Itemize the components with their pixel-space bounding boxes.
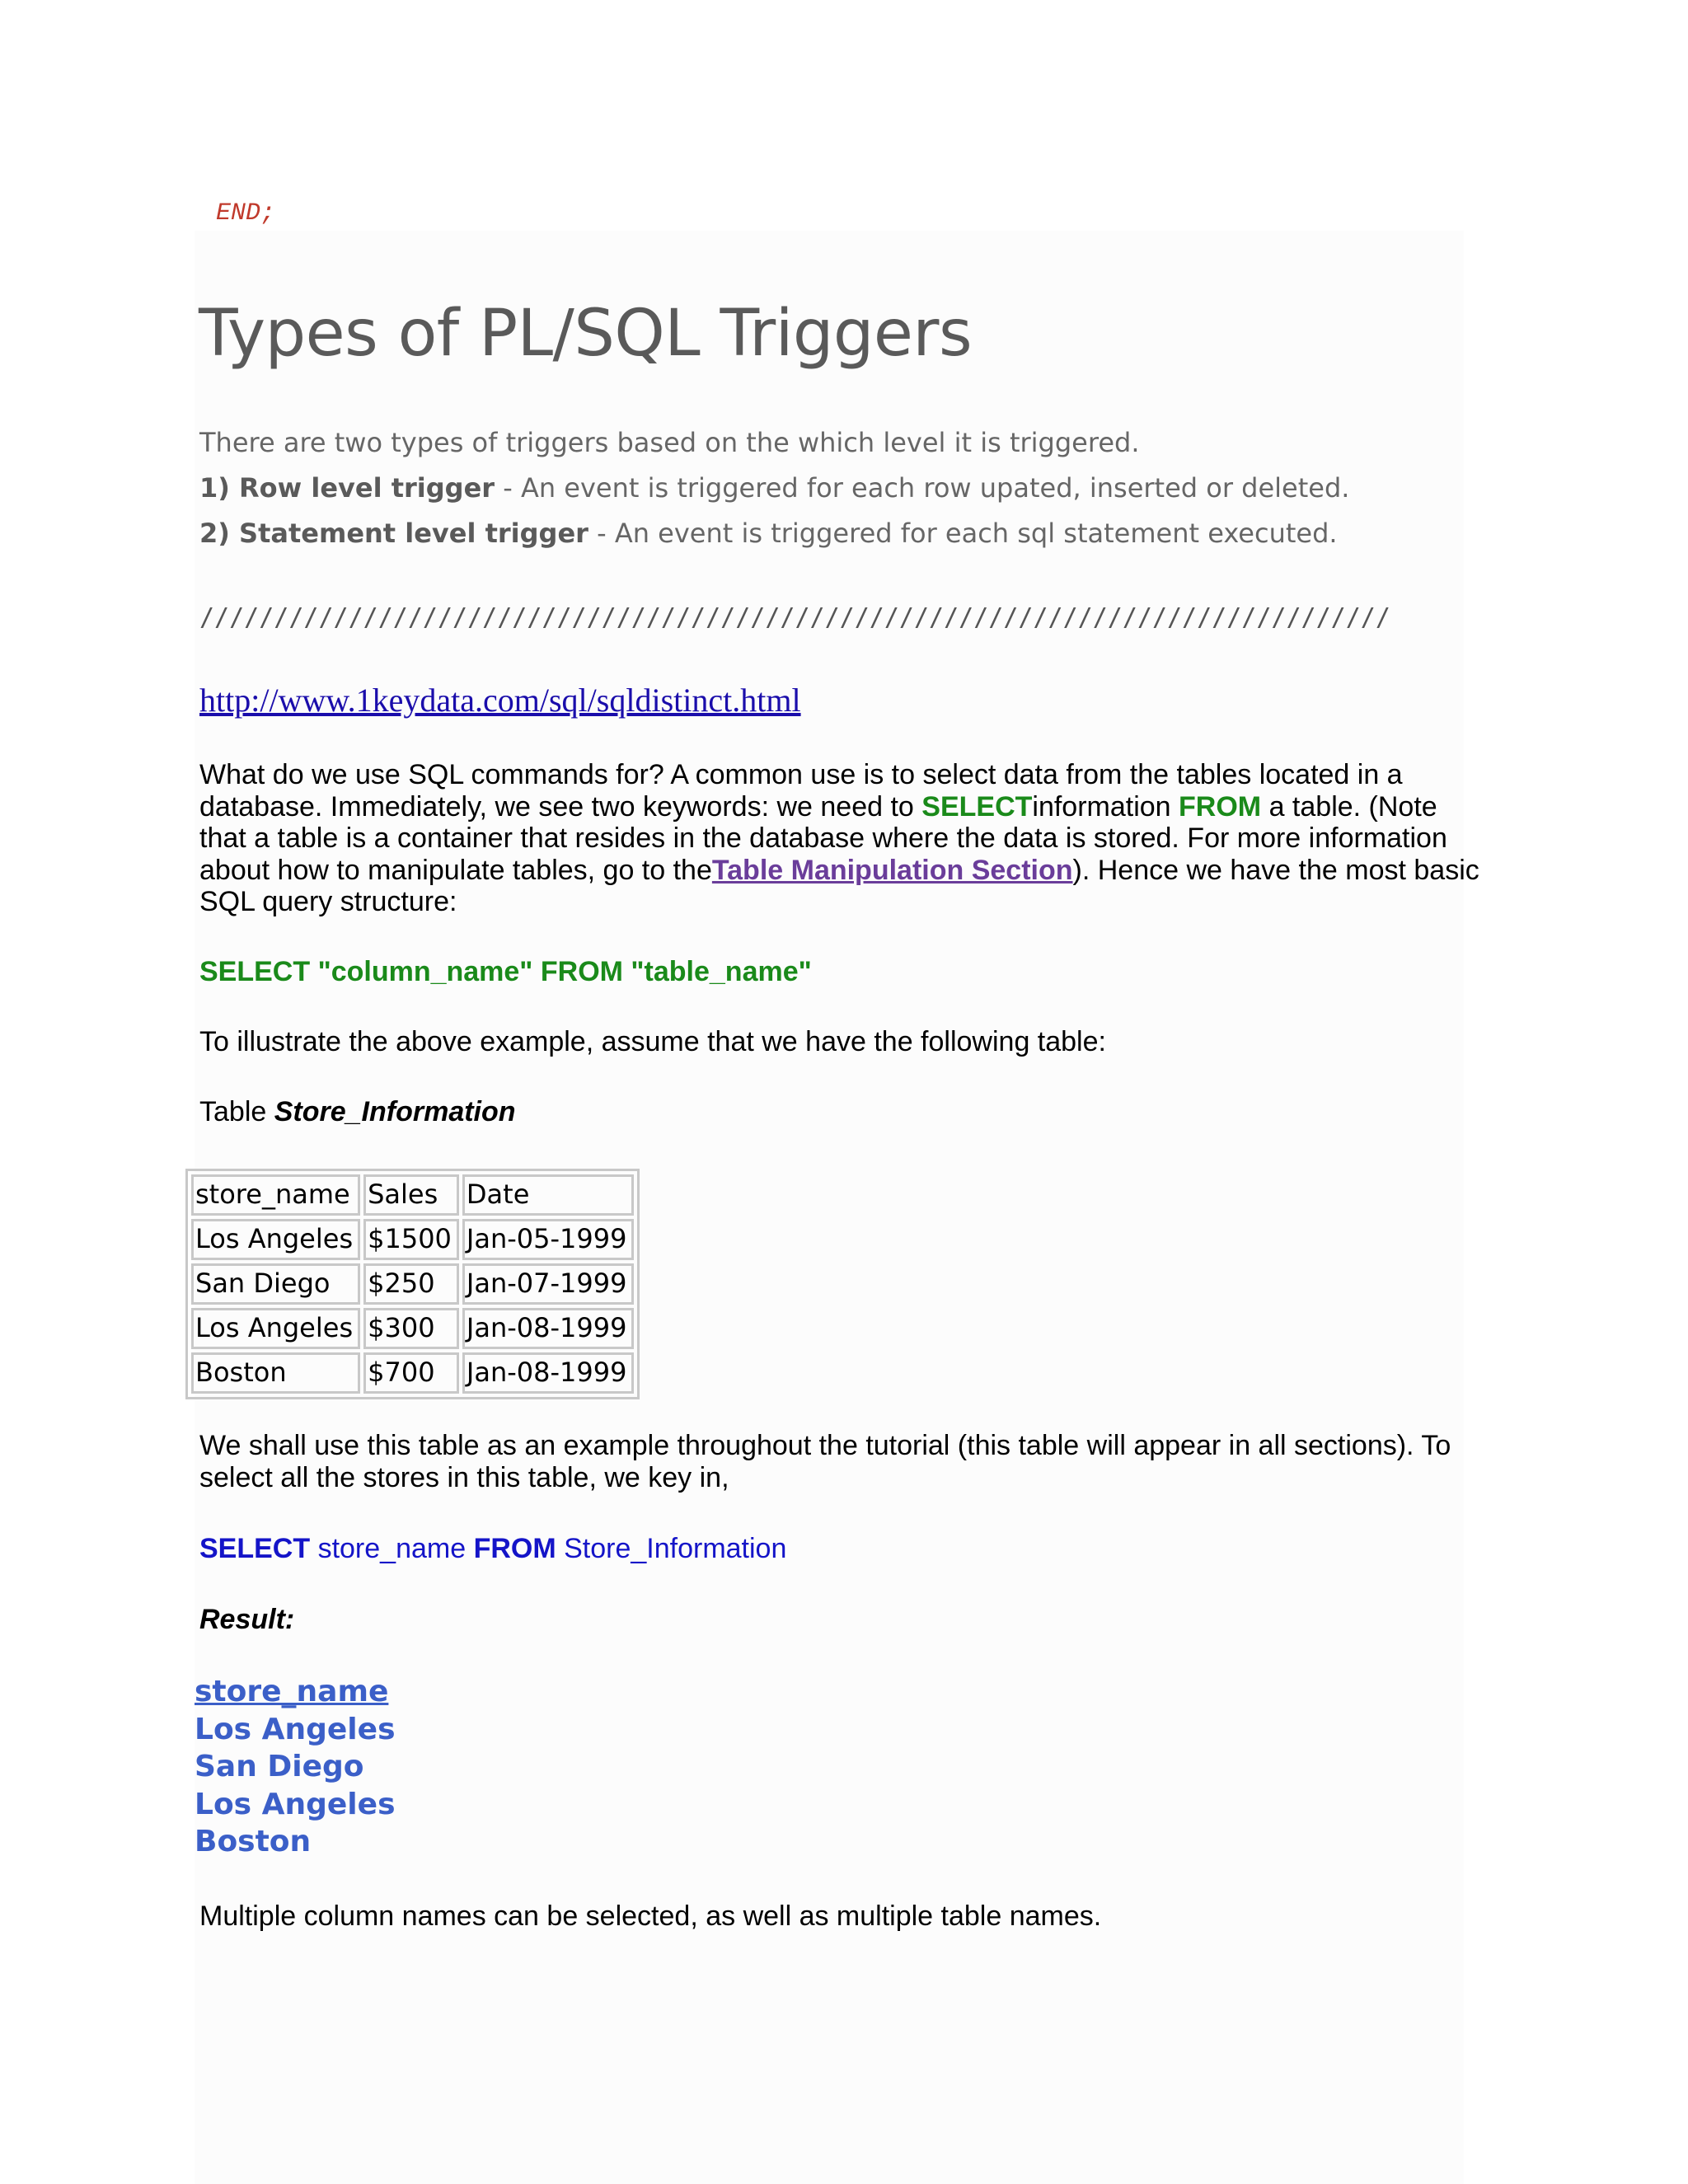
table-row — [191, 1308, 634, 1349]
result-item: San Diego — [195, 1750, 364, 1783]
result-label: Result: — [199, 1604, 295, 1635]
table-cell: $700 — [363, 1352, 459, 1394]
table-cell: $1500 — [363, 1219, 459, 1260]
result-header: store_name — [195, 1675, 389, 1708]
table-header-cell: store_name — [191, 1174, 360, 1216]
statement-level-trigger-item — [199, 518, 1338, 549]
table-cell: Jan-08-1999 — [462, 1308, 635, 1349]
sql-column: store_name — [310, 1533, 474, 1564]
table-row — [191, 1263, 634, 1305]
table-cell: Jan-07-1999 — [462, 1263, 635, 1305]
result-item: Boston — [195, 1825, 312, 1858]
result-item: Los Angeles — [195, 1787, 396, 1821]
table-row — [191, 1352, 634, 1394]
table-cell: Jan-08-1999 — [462, 1352, 635, 1394]
table-header-row — [191, 1174, 634, 1216]
keyword-from: FROM — [1179, 790, 1262, 823]
table-cell: Boston — [191, 1352, 360, 1394]
table-header-cell: Sales — [363, 1174, 459, 1216]
statement-level-trigger-label: 2) Statement level trigger — [199, 518, 588, 549]
table-row — [191, 1219, 634, 1260]
keyword-select: SELECT — [199, 1533, 311, 1564]
store-information-table — [185, 1169, 640, 1399]
section-heading: Types of PL/SQL Triggers — [199, 297, 973, 371]
illustrate-text: To illustrate the above example, assume that we have the following table: — [199, 1026, 1106, 1057]
row-level-trigger-label: 1) Row level trigger — [199, 472, 495, 504]
table-cell: $250 — [363, 1263, 459, 1305]
keyword-select: SELECT — [921, 790, 1033, 823]
statement-level-trigger-desc: - An event is triggered for each sql statement executed. — [588, 518, 1338, 549]
table-manipulation-link[interactable]: Table Manipulation Section — [711, 854, 1073, 886]
paragraph-text: a table. (Note that a table is a container that resides in the database where the data is stored. For more information about how to manipulate tables, go to the — [199, 790, 1447, 886]
intro-line: There are two types of triggers based on the which level it is triggered. — [199, 427, 1140, 458]
table-cell: Los Angeles — [191, 1219, 360, 1260]
table-cell: $300 — [363, 1308, 459, 1349]
sql-syntax: SELECT "column_name" FROM "table_name" — [199, 956, 812, 987]
table-cell: Los Angeles — [191, 1308, 360, 1349]
table-caption — [199, 1096, 516, 1128]
result-list — [195, 1673, 396, 1861]
paragraph-text: What do we use SQL commands for? A common use is to select data from the tables located in a database. Immediately, we see two keywords: we need to — [199, 759, 1403, 823]
table-caption-prefix: Table — [199, 1096, 274, 1127]
closing-text: Multiple column names can be selected, as well as multiple table names. — [199, 1900, 1102, 1932]
result-item: Los Angeles — [195, 1712, 396, 1746]
source-url-link[interactable]: http://www.1keydata.com/sql/sqldistinct.html — [199, 682, 801, 719]
row-level-trigger-desc: - An event is triggered for each row upated, inserted or deleted. — [495, 472, 1350, 504]
table-header-cell: Date — [462, 1174, 635, 1216]
table-cell: Jan-05-1999 — [462, 1219, 635, 1260]
usage-paragraph: We shall use this table as an example throughout the tutorial (this table will appear in all sections). To select all the stores in this table, we key in, — [199, 1430, 1451, 1493]
table-cell: San Diego — [191, 1263, 360, 1305]
intro-paragraph — [199, 759, 1485, 918]
row-level-trigger-item — [199, 472, 1349, 504]
code-end-statement: END; — [216, 199, 276, 227]
sql-table: Store_Information — [556, 1533, 787, 1564]
paragraph-text: information — [1032, 790, 1179, 823]
separator-line: //////////////////////////////////////////////////////////////////////////////// — [199, 603, 1390, 632]
example-sql-query — [199, 1533, 786, 1565]
paragraph-text: ). Hence we have the most basic SQL query structure: — [199, 854, 1479, 917]
table-caption-name: Store_Information — [274, 1096, 516, 1127]
keyword-from: FROM — [473, 1533, 556, 1564]
